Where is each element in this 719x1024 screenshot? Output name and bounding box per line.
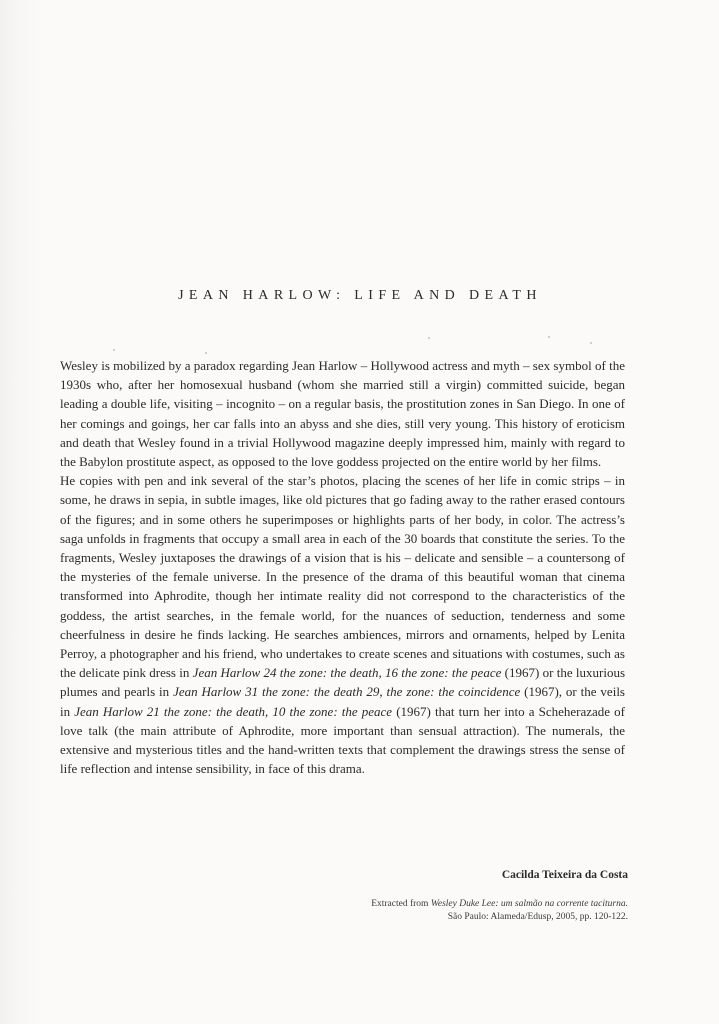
artwork-title-2: Jean Harlow 31 the zone: the death 29, the zone: the coincidence — [173, 684, 521, 700]
source-book-title: Wesley Duke Lee: um salmão na corrente taciturna. — [430, 899, 628, 909]
source-citation — [371, 898, 628, 924]
paragraph-2-text-part-1: He copies with pen and ink several of the star’s photos, placing the scenes of her life in comic strips – in some, he draws in sepia, in subtle images, like old pictures that go fading away to the rather erased contours of the figures; and in some others he superimposes or highlights parts of her body, in color. The actress’s saga unfolds in fragments that occupy a small area in each of the 30 boards that constitute the series. To the fragments, Wesley juxtaposes the drawings of a vision that is his – delicate and sensible – a countersong of the mysteries of the female universe. In the presence of the drama of this beautiful woman that cinema transformed into Aphrodite, though her intimate reality did not correspond to the characteristics of the goddess, the artist searches, in the female world, for the nuances of seduction, tenderness and some cheerfulness in desire he finds lacking. He searches ambiences, mirrors and ornaments, helped by Lenita Perroy, a photographer and his friend, who undertakes to create scenes and situations with costumes, such as the delicate pink dress in — [60, 473, 625, 681]
essay-body — [60, 356, 625, 778]
paragraph-2-text-part-2: (1967) or the luxurious plumes and pearls in — [60, 665, 625, 700]
essay-paragraph-2 — [60, 471, 625, 778]
paper-speck — [205, 352, 207, 354]
page-title: JEAN HARLOW: LIFE AND DEATH — [178, 288, 542, 303]
artwork-title-3: Jean Harlow 21 the zone: the death, 10 the zone: the peace — [74, 703, 393, 719]
paper-speck — [113, 349, 115, 351]
source-line-1 — [371, 898, 628, 911]
source-prefix: Extracted from — [371, 899, 431, 909]
paragraph-2-text-part-4: (1967) that turn her into a Scheherazade of love talk (the main attribute of Aphrodite, more important than sensual attraction). The numerals, the extensive and mysterious titles and the hand-written texts that complement the drawings stress the sense of life reflection and intense sensibility, in face of this drama. — [60, 703, 625, 777]
source-line-2: São Paulo: Alameda/Edusp, 2005, pp. 120-122. — [447, 912, 628, 922]
artwork-title-1: Jean Harlow 24 the zone: the death, 16 the zone: the peace — [192, 665, 502, 681]
paper-speck — [548, 336, 550, 338]
essay-paragraph-1: Wesley is mobilized by a paradox regarding Jean Harlow – Hollywood actress and myth – sex symbol of the 1930s who, after her homosexual husband (whom she married still a virgin) committed suicide, began leading a double life, visiting – incognito – on a regular basis, the prostitution zones in San Diego. In one of her comings and goings, her car falls into an abyss and she dies, still very young. This history of eroticism and death that Wesley found in a trivial Hollywood magazine deeply impressed him, mainly with regard to the Babylon prostitute aspect, as opposed to the love goddess projected on the entire world by her films. — [60, 358, 625, 470]
paper-speck — [428, 337, 430, 339]
author-signature: Cacilda Teixeira da Costa — [501, 869, 628, 881]
paper-speck — [590, 342, 592, 344]
paragraph-2-text-part-3: (1967), or the veils in — [60, 684, 625, 719]
